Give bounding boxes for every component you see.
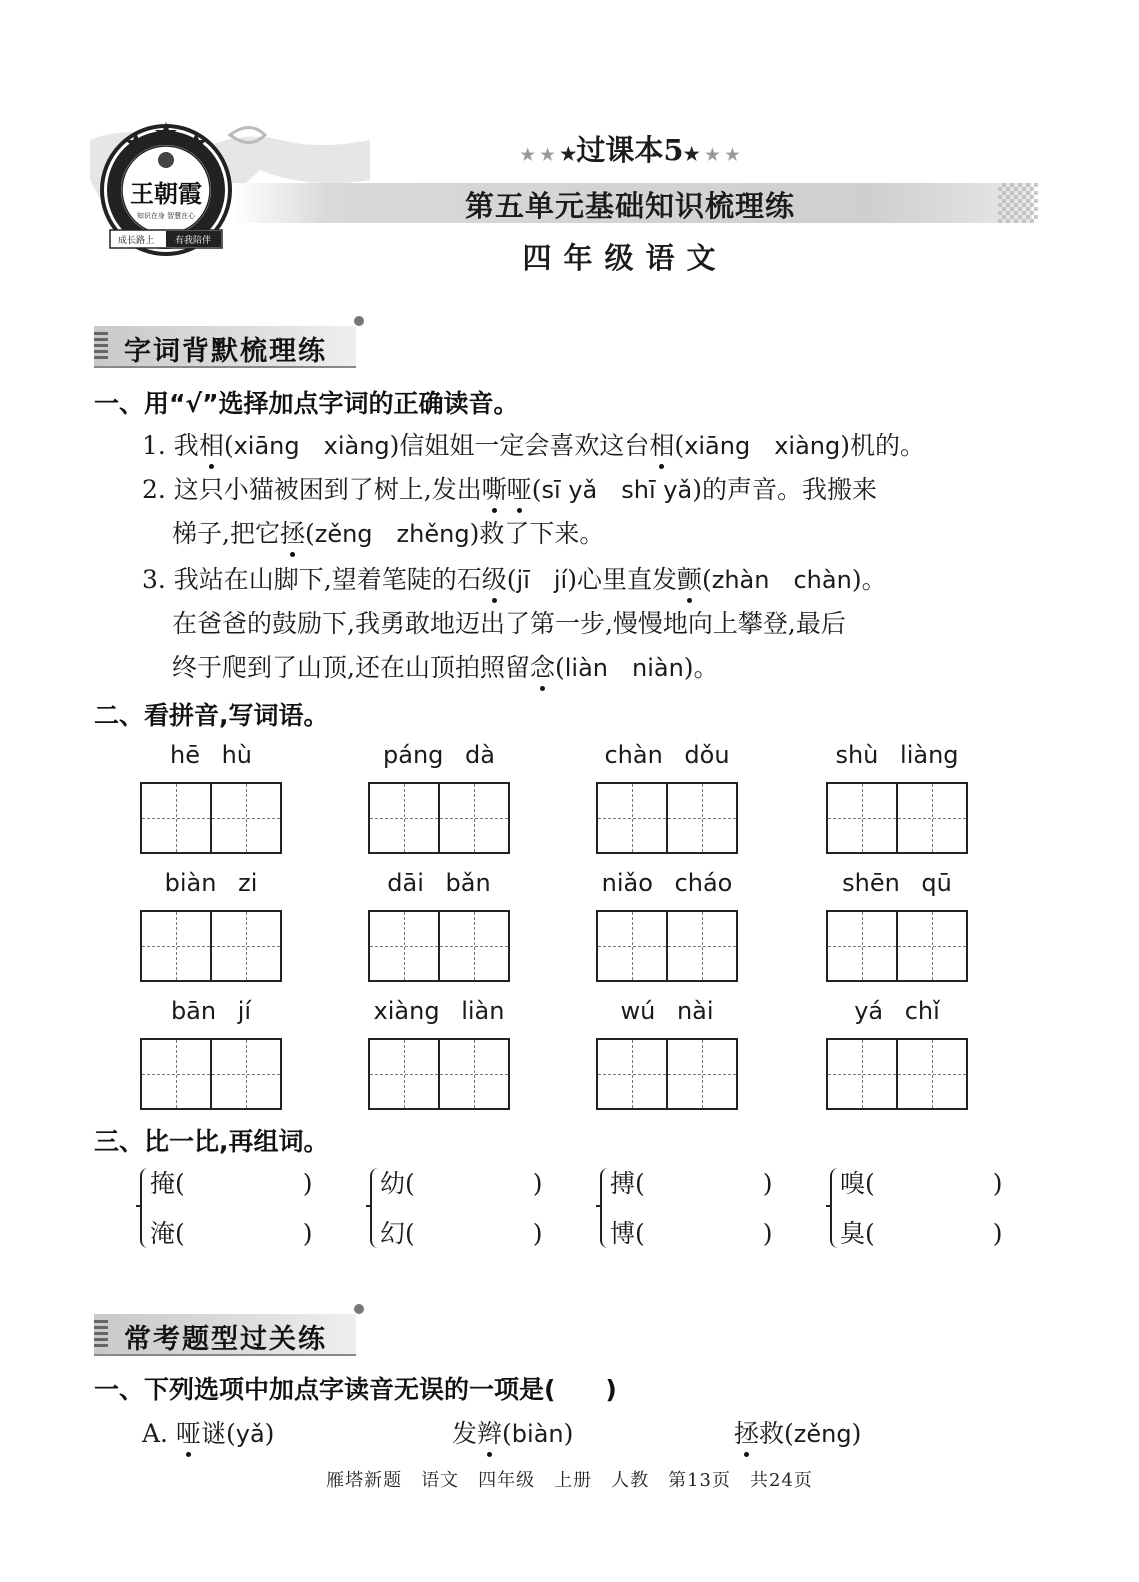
dotted-char: 辫: [477, 1419, 503, 1448]
star-icon: ★: [683, 144, 700, 165]
logo-slogan-right: 有我陪伴: [174, 236, 212, 246]
option-a[interactable]: [142, 1414, 274, 1450]
compare-pair: [140, 1164, 313, 1254]
question-heading-3: 三、比一比,再组词。: [94, 1127, 329, 1156]
pinyin-options[interactable]: jī jí: [516, 566, 568, 594]
pinyin-options[interactable]: xiāng xiàng: [233, 432, 390, 460]
text: 1. 我: [142, 431, 199, 460]
tianzige-grid[interactable]: [596, 1038, 738, 1110]
star-icon: ★: [560, 144, 577, 165]
text: )。: [683, 653, 719, 682]
question-line: 在爸爸的鼓励下,我勇敢地迈出了第一步,慢慢地向上攀登,最后: [172, 609, 846, 638]
writing-box: [140, 994, 282, 1110]
brace-icon: [830, 1168, 840, 1248]
pair-row[interactable]: [380, 1164, 543, 1200]
pair-row[interactable]: [840, 1164, 1003, 1200]
writing-box: [826, 994, 968, 1110]
question-line: [172, 648, 719, 684]
section-tag-label: 常考题型过关练: [124, 1324, 327, 1355]
pinyin-label: xiàng liàn: [373, 997, 505, 1025]
unit-title: 第五单元基础知识梳理练: [464, 189, 795, 223]
pair-char: 嗅(: [840, 1169, 875, 1198]
pair-row[interactable]: [840, 1214, 1003, 1250]
writing-box: [826, 866, 968, 982]
tianzige-grid[interactable]: [826, 910, 968, 982]
tianzige-grid[interactable]: [368, 782, 510, 854]
pinyin-options[interactable]: liàn niàn: [564, 654, 684, 682]
pinyin-label: biàn zi: [164, 869, 258, 897]
tianzige-grid[interactable]: [140, 910, 282, 982]
text: )救了下来。: [469, 519, 605, 548]
text: (: [304, 519, 315, 548]
paren-close: ): [762, 1219, 773, 1248]
writing-box: [140, 866, 282, 982]
paren-close: ): [532, 1169, 543, 1198]
pinyin-label: yá chǐ: [854, 997, 940, 1025]
checker-decoration: [998, 183, 1038, 223]
pinyin-label: bān jí: [170, 997, 252, 1025]
text: (: [701, 565, 712, 594]
text: 救(: [759, 1419, 794, 1448]
option-c[interactable]: [734, 1414, 861, 1450]
star-icon: ★ ★: [520, 145, 561, 164]
text: (: [531, 475, 542, 504]
text: )。: [851, 565, 887, 594]
text: A.: [142, 1419, 176, 1448]
writing-box: [596, 866, 738, 982]
dotted-char: 级: [481, 565, 507, 594]
tianzige-grid[interactable]: [140, 782, 282, 854]
pinyin-options[interactable]: zhàn chàn: [711, 566, 852, 594]
text: 梯子,把它: [172, 519, 280, 548]
text: )的声音。我搬来: [692, 475, 877, 504]
tianzige-grid[interactable]: [826, 782, 968, 854]
logo-slogan-left: 成长路上: [117, 236, 155, 246]
tianzige-grid[interactable]: [368, 910, 510, 982]
pinyin-label: chàn dǒu: [604, 741, 730, 769]
writing-box: [368, 738, 510, 854]
text: 发: [452, 1419, 478, 1448]
lesson-label-text: 过课本5: [576, 133, 684, 167]
text: )心里直发: [567, 565, 677, 594]
writing-box: [368, 866, 510, 982]
dotted-char: 颤: [676, 565, 702, 594]
text: (: [554, 653, 565, 682]
pair-char: 掩(: [150, 1169, 185, 1198]
pinyin: biàn: [511, 1420, 564, 1448]
question-line: [172, 514, 604, 550]
grade-title: 四年级语文: [522, 241, 728, 275]
dotted-char: 哑: [175, 1419, 201, 1448]
brace-icon: [140, 1168, 150, 1248]
pair-char: 幻(: [380, 1219, 415, 1248]
pinyin-label: niǎo cháo: [601, 869, 733, 897]
pinyin-label: shù liàng: [835, 741, 959, 769]
stripe-decoration: [94, 1320, 108, 1348]
tianzige-grid[interactable]: [368, 1038, 510, 1110]
writing-box: [140, 738, 282, 854]
pinyin-label: hē hù: [169, 741, 253, 769]
question-heading-1: 一、用“√”选择加点字词的正确读音。: [94, 389, 519, 418]
pair-char: 博(: [610, 1219, 645, 1248]
question-line: [142, 426, 925, 462]
text: )信姐姐一定会喜欢这台: [389, 431, 650, 460]
option-b[interactable]: [452, 1414, 573, 1450]
question-heading-2: 二、看拼音,写词语。: [94, 701, 329, 730]
pair-char: 搏(: [610, 1169, 645, 1198]
section-tag-vocabulary: [94, 326, 356, 368]
star-icon: ★ ★: [699, 145, 740, 164]
text: 2. 这只小猫被困到了树上,发出: [142, 475, 482, 504]
dotted-char: 相: [649, 431, 675, 460]
text: (: [674, 431, 685, 460]
pair-row[interactable]: [380, 1214, 543, 1250]
text: )机的。: [840, 431, 925, 460]
text: ): [851, 1419, 862, 1448]
tianzige-grid[interactable]: [596, 910, 738, 982]
text: 3. 我站在山脚下,望着笔陡的石: [142, 565, 482, 594]
page-footer: 雁塔新题 语文 四年级 上册 人教 第13页 共24页: [326, 1470, 813, 1491]
writing-box: [596, 738, 738, 854]
dotted-char: 拯: [734, 1419, 760, 1448]
pinyin-options[interactable]: zěng zhěng: [314, 520, 470, 548]
writing-box: [596, 994, 738, 1110]
lesson-label: [420, 128, 840, 169]
paren-close: ): [992, 1219, 1003, 1248]
section-tag-exam: [94, 1314, 356, 1356]
brace-icon: [370, 1168, 380, 1248]
writing-box: [826, 738, 968, 854]
tianzige-grid[interactable]: [826, 1038, 968, 1110]
stripe-decoration: [94, 332, 108, 360]
text: (: [502, 1419, 512, 1448]
text: (: [506, 565, 517, 594]
dotted-char: 哑: [506, 475, 532, 504]
paren-close: ): [302, 1219, 313, 1248]
section-tag-label: 字词背默梳理练: [124, 336, 327, 367]
paren-close: ): [992, 1169, 1003, 1198]
question-heading-mc: 一、下列选项中加点字读音无误的一项是( ): [94, 1375, 617, 1404]
dotted-char: 相: [198, 431, 224, 460]
pinyin-label: shēn qū: [842, 869, 952, 897]
pin-icon: [354, 1304, 364, 1314]
tianzige-grid[interactable]: [140, 1038, 282, 1110]
dotted-char: 念: [529, 653, 555, 682]
pair-char: 臭(: [840, 1219, 875, 1248]
pinyin: yǎ: [235, 1420, 265, 1448]
pair-row[interactable]: [610, 1214, 773, 1250]
text: (: [223, 431, 234, 460]
question-line: [142, 470, 877, 506]
paren-close: ): [302, 1169, 313, 1198]
pair-char: 幼(: [380, 1169, 415, 1198]
brace-icon: [600, 1168, 610, 1248]
pair-char: 淹(: [150, 1219, 185, 1248]
pinyin-options[interactable]: sī yǎ shī yǎ: [541, 476, 693, 504]
compare-pair: [370, 1164, 543, 1254]
paren-close: ): [762, 1169, 773, 1198]
text: ): [563, 1419, 574, 1448]
tianzige-grid[interactable]: [596, 782, 738, 854]
compare-pair: [600, 1164, 773, 1254]
pinyin-options[interactable]: xiāng xiàng: [684, 432, 841, 460]
pinyin: zěng: [793, 1420, 852, 1448]
dotted-char: 嘶: [481, 475, 507, 504]
compare-pair: [830, 1164, 1003, 1254]
text: 终于爬到了山顶,还在山顶拍照留: [172, 653, 530, 682]
paren-close: ): [532, 1219, 543, 1248]
pair-row[interactable]: [150, 1214, 313, 1250]
writing-box: [368, 994, 510, 1110]
pair-row[interactable]: [150, 1164, 313, 1200]
pinyin-label: dāi bǎn: [387, 869, 491, 897]
pin-icon: [354, 316, 364, 326]
pair-row[interactable]: [610, 1164, 773, 1200]
dotted-char: 拯: [279, 519, 305, 548]
text: 谜(: [200, 1419, 236, 1448]
wangzhaoxia-logo: [96, 118, 236, 258]
text: ): [264, 1419, 275, 1448]
logo-tiny-text: 知识在身 智慧在心: [136, 212, 196, 220]
question-line: [142, 560, 887, 596]
pinyin-label: wú nài: [620, 997, 714, 1025]
pinyin-label: páng dà: [383, 741, 495, 769]
logo-text: 王朝霞: [130, 179, 202, 208]
